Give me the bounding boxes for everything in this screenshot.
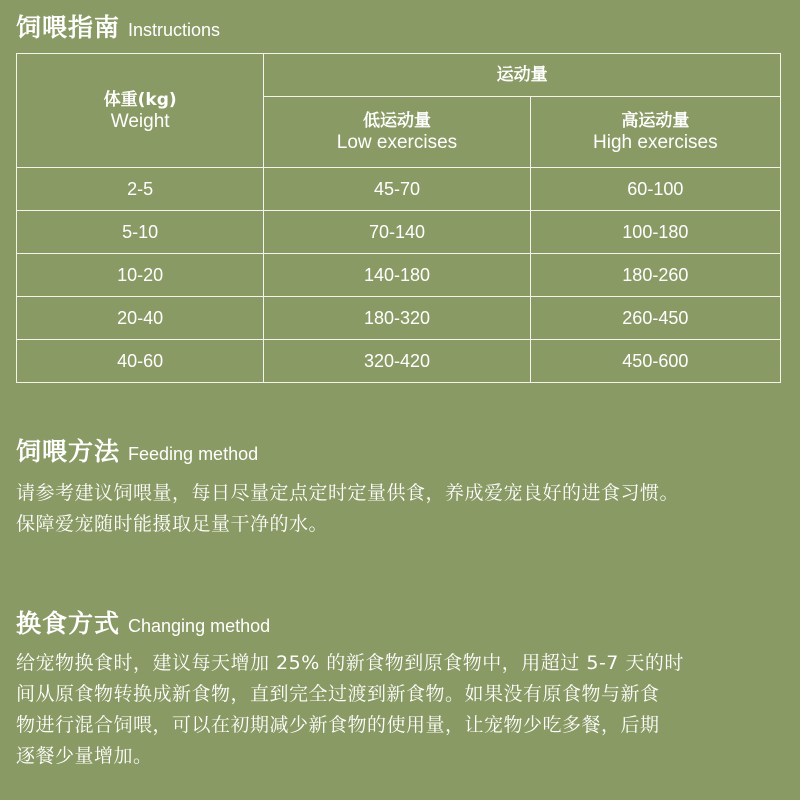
high-exercise-cell: 180-260 (530, 254, 780, 297)
feeding-method-title-zh: 饲喂方法 (16, 437, 121, 466)
weight-header-en: Weight (110, 110, 170, 132)
feeding-method-title-en: Feeding method (128, 444, 259, 464)
high-exercise-cell: 260-450 (530, 297, 780, 340)
weight-header-zh: 体重(kg) (103, 89, 177, 110)
feeding-method-text (16, 478, 791, 540)
changing-method-title-en: Changing method (128, 616, 271, 636)
high-exercise-header-zh: 高运动量 (621, 111, 690, 131)
high-exercise-header-en: High exercises (593, 132, 718, 153)
high-exercise-cell: 60-100 (530, 168, 780, 211)
instructions-title (16, 8, 220, 44)
instructions-title-zh: 饲喂指南 (16, 13, 121, 42)
high-exercise-cell: 100-180 (530, 211, 780, 254)
high-exercise-header (530, 97, 780, 168)
table-row (17, 254, 781, 297)
exercise-header-zh: 运动量 (496, 65, 548, 85)
weight-cell: 5-10 (17, 211, 264, 254)
changing-line: 间从原食物转换成新食物，直到完全过渡到新食物。如果没有原食物与新食 (16, 683, 660, 705)
weight-cell: 40-60 (17, 340, 264, 383)
feeding-method-title (16, 432, 258, 468)
weight-cell: 10-20 (17, 254, 264, 297)
changing-line: 逐餐少量增加。 (16, 745, 153, 767)
weight-cell: 20-40 (17, 297, 264, 340)
table-row (17, 340, 781, 383)
high-exercise-cell: 450-600 (530, 340, 780, 383)
table-row (17, 211, 781, 254)
changing-method-title (16, 604, 270, 640)
changing-method-title-zh: 换食方式 (16, 609, 121, 638)
low-exercise-cell: 180-320 (264, 297, 530, 340)
instructions-title-en: Instructions (128, 20, 221, 40)
low-exercise-header-en: Low exercises (336, 132, 458, 153)
exercise-header (264, 54, 781, 97)
weight-cell: 2-5 (17, 168, 264, 211)
changing-line: 给宠物换食时，建议每天增加 25% 的新食物到原食物中，用超过 5-7 天的时 (16, 652, 684, 674)
table-row (17, 297, 781, 340)
changing-method-text (16, 648, 791, 772)
low-exercise-header-zh: 低运动量 (362, 111, 431, 131)
low-exercise-cell: 70-140 (264, 211, 530, 254)
feeding-line: 请参考建议饲喂量，每日尽量定点定时定量供食，养成爱宠良好的进食习惯。 (16, 482, 680, 504)
low-exercise-header (264, 97, 530, 168)
table-row (17, 168, 781, 211)
low-exercise-cell: 320-420 (264, 340, 530, 383)
weight-header (17, 54, 264, 168)
changing-line: 物进行混合饲喂，可以在初期减少新食物的使用量，让宠物少吃多餐，后期 (16, 714, 660, 736)
feeding-guide-table (16, 53, 781, 383)
low-exercise-cell: 45-70 (264, 168, 530, 211)
feeding-line: 保障爱宠随时能摄取足量干净的水。 (16, 513, 329, 535)
low-exercise-cell: 140-180 (264, 254, 530, 297)
